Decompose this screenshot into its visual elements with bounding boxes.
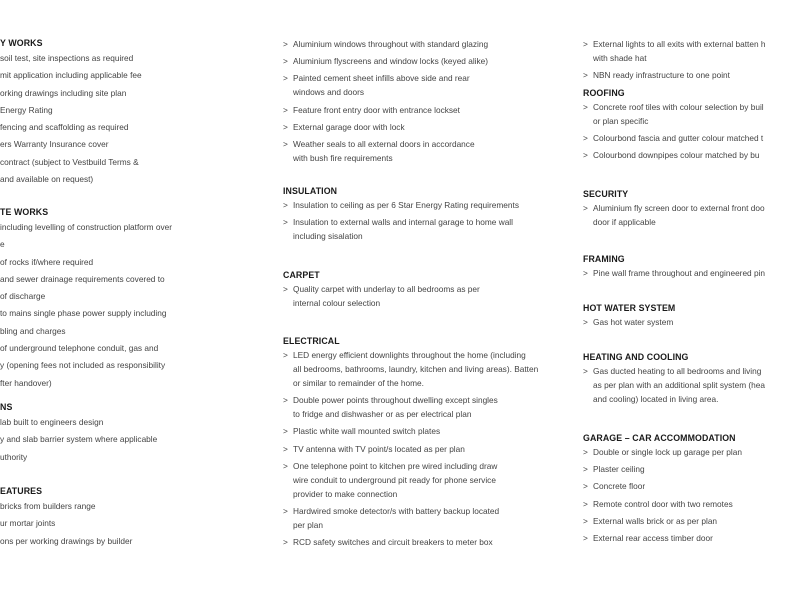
- bullet-marker: >: [583, 70, 588, 81]
- item-text: Painted cement sheet infills above side and rear: [293, 73, 470, 84]
- list-item: [283, 103, 538, 117]
- section-heading: ELECTRICAL: [283, 336, 340, 346]
- bullet-marker: >: [283, 217, 288, 228]
- item-text: Plaster ceiling: [593, 464, 645, 475]
- list-item: [583, 37, 800, 65]
- item-text: or similar to remainder of the home.: [293, 378, 424, 388]
- item-text: or plan specific: [593, 116, 649, 126]
- item-text: External walls brick or as per plan: [593, 515, 718, 526]
- item-text: including sisalation: [293, 231, 363, 242]
- item-text: Quality carpet with underlay to all bedrooms as per: [293, 284, 480, 294]
- bullet-marker: >: [283, 138, 288, 149]
- list-line: contract (subject to Vestbuild Terms &: [0, 156, 139, 167]
- list-line: y and slab barrier system where applicable: [0, 434, 158, 445]
- bullet-marker: >: [583, 498, 588, 509]
- list-line: orking drawings including site plan: [0, 87, 127, 98]
- bullet-marker: >: [583, 464, 588, 475]
- item-text: Aluminium fly screen door to external front doo: [593, 203, 765, 213]
- section-insulation: [283, 184, 538, 246]
- list-line: ers Warranty Insurance cover: [0, 139, 109, 150]
- bullet-marker: >: [583, 39, 588, 49]
- section-heading: TE WORKS: [0, 207, 49, 217]
- section-heading: Y WORKS: [0, 38, 43, 48]
- item-text: Aluminium windows throughout with standard glazing: [293, 39, 489, 49]
- list-item: [583, 445, 800, 459]
- list-item: [283, 137, 538, 165]
- bullet-marker: >: [283, 200, 288, 210]
- section-hot-water: [583, 301, 800, 332]
- item-text: Pine wall frame throughout and engineered pin: [593, 268, 766, 278]
- item-text: Plastic white wall mounted switch plates: [293, 426, 441, 437]
- list-line: and sewer drainage requirements covered to: [0, 273, 165, 284]
- item-text: Remote control door with two remotes: [593, 498, 733, 509]
- list-item: [283, 504, 538, 532]
- list-line: and available on request): [0, 174, 94, 185]
- bullet-marker: >: [583, 447, 588, 457]
- list-item: [583, 100, 800, 128]
- section-heading: SECURITY: [583, 189, 629, 199]
- list-line: y (opening fees not included as responsibility: [0, 360, 166, 371]
- bullet-marker: >: [583, 481, 588, 492]
- list-item: [583, 148, 800, 162]
- section-framing: [583, 252, 800, 283]
- section-roofing: [583, 86, 800, 166]
- section-heading: HOT WATER SYSTEM: [583, 303, 676, 313]
- item-text: Concrete roof tiles with colour selection by buil: [593, 102, 764, 112]
- list-line: soil test, site inspections as required: [0, 53, 134, 63]
- item-text: wire conduit to underground pit ready for phone service: [293, 474, 496, 485]
- list-item: [283, 393, 538, 421]
- section-site-works: [0, 36, 230, 188]
- list-item: [583, 131, 800, 145]
- bullet-marker: >: [283, 395, 288, 406]
- section-site-works-2: [0, 205, 230, 392]
- list-line: e: [0, 239, 5, 250]
- bullet-marker: >: [583, 515, 588, 526]
- bullet-marker: >: [283, 73, 288, 84]
- item-text: Feature front entry door with entrance lockset: [293, 104, 460, 115]
- section-heading: GARAGE – CAR ACCOMMODATION: [583, 433, 736, 443]
- bullet-marker: >: [283, 460, 288, 471]
- item-text: TV antenna with TV point/s located as per plan: [293, 443, 465, 454]
- item-text: External garage door with lock: [293, 121, 405, 132]
- bullet-marker: >: [583, 317, 588, 327]
- list-item: [283, 37, 538, 51]
- bullet-marker: >: [583, 268, 588, 278]
- list-item: [583, 479, 800, 493]
- list-line: Energy Rating: [0, 104, 53, 115]
- section-electrical: [283, 334, 538, 552]
- item-text: Colourbond fascia and gutter colour matched t: [593, 133, 764, 144]
- list-line: to mains single phase power supply including: [0, 308, 167, 319]
- list-item: [283, 198, 538, 212]
- bullet-marker: >: [283, 426, 288, 437]
- bullet-marker: >: [283, 39, 288, 49]
- list-line: ons per working drawings by builder: [0, 535, 133, 546]
- item-text: all bedrooms, bathrooms, laundry, kitchen and living areas). Batten: [293, 364, 539, 374]
- item-text: Colourbond downpipes colour matched by bu: [593, 150, 760, 161]
- item-text: Gas hot water system: [593, 317, 674, 327]
- list-item: [283, 54, 538, 68]
- bullet-marker: >: [283, 350, 288, 360]
- bullet-marker: >: [583, 203, 588, 213]
- item-text: per plan: [293, 519, 323, 530]
- list-item: [583, 68, 800, 82]
- item-text: NBN ready infrastructure to one point: [593, 70, 730, 81]
- list-item: [583, 315, 800, 329]
- item-text: provider to make connection: [293, 488, 398, 499]
- item-text: RCD safety switches and circuit breakers to meter box: [293, 537, 493, 548]
- bullet-marker: >: [283, 284, 288, 294]
- item-text: to fridge and dishwasher or as per electrical plan: [293, 409, 472, 420]
- bullet-marker: >: [283, 121, 288, 132]
- section-heading: HEATING AND COOLING: [583, 352, 689, 362]
- section-windows-doors: [283, 37, 538, 168]
- item-text: internal colour selection: [293, 298, 381, 308]
- list-line: including levelling of construction platform over: [0, 222, 173, 232]
- item-text: Gas ducted heating to all bedrooms and living: [593, 366, 762, 376]
- item-text: External rear access timber door: [593, 532, 713, 543]
- section-heading: ROOFING: [583, 88, 625, 98]
- bullet-marker: >: [583, 532, 588, 543]
- section-foundations: [0, 400, 230, 466]
- list-line: uthority: [0, 451, 28, 462]
- bullet-marker: >: [283, 56, 288, 67]
- list-line: ur mortar joints: [0, 518, 56, 529]
- list-line: bricks from builders range: [0, 501, 96, 511]
- list-item: [583, 201, 800, 229]
- item-text: Concrete floor: [593, 481, 646, 492]
- item-text: door if applicable: [593, 217, 656, 227]
- list-item: [583, 266, 800, 280]
- item-text: with shade hat: [593, 53, 647, 63]
- list-item: [583, 514, 800, 528]
- bullet-marker: >: [583, 150, 588, 161]
- item-text: Hardwired smoke detector/s with battery backup located: [293, 505, 500, 516]
- bullet-marker: >: [283, 537, 288, 548]
- list-item: [283, 71, 538, 99]
- section-heading: FRAMING: [583, 254, 625, 264]
- list-item: [283, 442, 538, 456]
- bullet-marker: >: [283, 443, 288, 454]
- item-text: LED energy efficient downlights throughout the home (including: [293, 350, 526, 360]
- list-item: [283, 282, 538, 310]
- item-text: and cooling) located in living area.: [593, 394, 719, 404]
- bullet-marker: >: [283, 104, 288, 115]
- item-text: Double power points throughout dwelling except singles: [293, 395, 498, 406]
- section-external-features: [0, 484, 230, 550]
- item-text: Insulation to external walls and internal garage to home wall: [293, 217, 513, 228]
- section-heading: EATURES: [0, 486, 43, 496]
- section-lighting-nbn: [583, 37, 800, 85]
- item-text: with bush fire requirements: [293, 152, 393, 163]
- list-line: bling and charges: [0, 325, 66, 336]
- section-carpet: [283, 268, 538, 313]
- section-heading: INSULATION: [283, 186, 338, 196]
- list-line: of underground telephone conduit, gas and: [0, 343, 159, 354]
- item-text: Aluminium flyscreens and window locks (keyed alike): [293, 56, 489, 67]
- item-text: Insulation to ceiling as per 6 Star Energy Rating requirements: [293, 200, 519, 210]
- list-item: [283, 120, 538, 134]
- item-text: Weather seals to all external doors in accordance: [293, 138, 475, 149]
- list-item: [583, 497, 800, 511]
- section-security: [583, 187, 800, 232]
- list-item: [283, 348, 538, 390]
- list-item: [283, 535, 538, 549]
- list-line: fter handover): [0, 377, 52, 388]
- list-line: fencing and scaffolding as required: [0, 122, 129, 133]
- list-line: of rocks if/where required: [0, 256, 94, 267]
- list-item: [583, 531, 800, 545]
- bullet-marker: >: [583, 102, 588, 112]
- list-item: [283, 424, 538, 438]
- bullet-marker: >: [283, 505, 288, 516]
- bullet-marker: >: [583, 133, 588, 144]
- section-garage: [583, 431, 800, 548]
- bullet-marker: >: [583, 366, 588, 376]
- section-heading: CARPET: [283, 270, 320, 280]
- section-heading: NS: [0, 402, 13, 412]
- section-heating-cooling: [583, 350, 800, 409]
- list-line: mit application including applicable fee: [0, 70, 142, 81]
- list-line: lab built to engineers design: [0, 417, 104, 427]
- item-text: One telephone point to kitchen pre wired including draw: [293, 460, 498, 471]
- list-item: [583, 462, 800, 476]
- list-item: [283, 215, 538, 243]
- list-item: [583, 364, 800, 406]
- item-text: Double or single lock up garage per plan: [593, 447, 742, 457]
- list-line: of discharge: [0, 291, 46, 302]
- item-text: windows and doors: [293, 87, 365, 98]
- item-text: as per plan with an additional split system (hea: [593, 380, 766, 390]
- list-item: [283, 459, 538, 501]
- item-text: External lights to all exits with external batten h: [593, 39, 766, 49]
